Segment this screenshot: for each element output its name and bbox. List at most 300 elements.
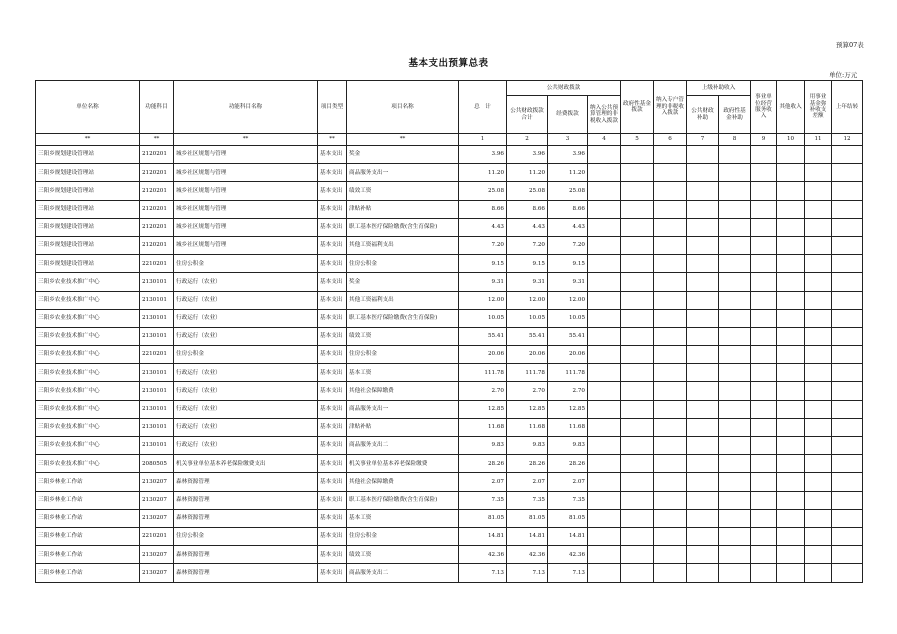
cell-total: 12.85 [459, 400, 507, 418]
cell-func-code: 2130207 [140, 564, 174, 582]
cell-unit-name: 三阳乡农业技术推广中心 [36, 437, 140, 455]
cell-func-code: 2210201 [140, 255, 174, 273]
cell-unit-name: 三阳乡农业技术推广中心 [36, 455, 140, 473]
cell-public-subtotal: 2.07 [507, 473, 548, 491]
index-cell: 7 [687, 134, 719, 146]
cell-empty [654, 418, 687, 436]
cell-func-name: 住房公积金 [174, 346, 318, 364]
cell-proj-type: 基本支出 [318, 273, 347, 291]
table-row [36, 418, 863, 436]
cell-empty [832, 546, 863, 564]
cell-unit-name: 三阳乡林业工作站 [36, 491, 140, 509]
cell-empty [751, 327, 777, 345]
cell-empty [751, 200, 777, 218]
cell-empty [687, 346, 719, 364]
table-row [36, 218, 863, 236]
cell-public-subtotal: 3.96 [507, 146, 548, 164]
table-row [36, 164, 863, 182]
header-special-account: 纳入专户管理的非税收入拨款 [654, 81, 687, 134]
cell-func-code: 2210201 [140, 527, 174, 545]
cell-empty [621, 418, 654, 436]
cell-empty [687, 182, 719, 200]
cell-func-name: 森林资源管理 [174, 509, 318, 527]
cell-empty [805, 200, 832, 218]
cell-total: 111.78 [459, 364, 507, 382]
cell-total: 11.68 [459, 418, 507, 436]
cell-func-name: 行政运行（农业） [174, 382, 318, 400]
cell-empty [832, 473, 863, 491]
cell-empty [832, 527, 863, 545]
cell-empty [621, 327, 654, 345]
cell-empty [719, 273, 751, 291]
cell-empty [621, 164, 654, 182]
cell-proj-name: 住房公积金 [347, 527, 459, 545]
cell-proj-type: 基本支出 [318, 491, 347, 509]
cell-empty [777, 382, 805, 400]
cell-proj-type: 基本支出 [318, 255, 347, 273]
cell-empty [588, 200, 621, 218]
cell-empty [621, 400, 654, 418]
cell-unit-name: 三阳乡林业工作站 [36, 546, 140, 564]
cell-empty [719, 236, 751, 254]
index-cell: ** [140, 134, 174, 146]
cell-proj-type: 基本支出 [318, 473, 347, 491]
header-other-income: 其他收入 [777, 81, 805, 134]
cell-empty [777, 273, 805, 291]
cell-empty [719, 437, 751, 455]
cell-unit-name: 三阳乡农业技术推广中心 [36, 309, 140, 327]
cell-empty [687, 437, 719, 455]
cell-public-subtotal: 42.36 [507, 546, 548, 564]
cell-empty [805, 327, 832, 345]
cell-empty [654, 182, 687, 200]
cell-unit-name: 三阳乡规划建设管理站 [36, 182, 140, 200]
header-carryover: 上年结转 [832, 81, 863, 134]
cell-public-subtotal: 9.31 [507, 273, 548, 291]
cell-func-code: 2210201 [140, 346, 174, 364]
cell-total: 81.05 [459, 509, 507, 527]
cell-proj-name: 住房公积金 [347, 346, 459, 364]
cell-empty [621, 364, 654, 382]
cell-empty [654, 255, 687, 273]
cell-empty [805, 473, 832, 491]
cell-public-subtotal: 9.83 [507, 437, 548, 455]
cell-empty [588, 546, 621, 564]
cell-empty [777, 255, 805, 273]
cell-empty [751, 182, 777, 200]
cell-empty [687, 146, 719, 164]
cell-unit-name: 三阳乡农业技术推广中心 [36, 400, 140, 418]
cell-empty [588, 527, 621, 545]
index-cell: 1 [459, 134, 507, 146]
cell-proj-type: 基本支出 [318, 455, 347, 473]
cell-unit-name: 三阳乡规划建设管理站 [36, 164, 140, 182]
cell-proj-name: 奖金 [347, 273, 459, 291]
cell-empty [687, 309, 719, 327]
cell-empty [777, 164, 805, 182]
cell-empty [751, 437, 777, 455]
cell-empty [621, 236, 654, 254]
cell-empty [654, 400, 687, 418]
cell-empty [777, 364, 805, 382]
cell-empty [805, 146, 832, 164]
cell-empty [832, 491, 863, 509]
cell-proj-name: 其他工资福利支出 [347, 236, 459, 254]
cell-empty [805, 382, 832, 400]
cell-empty [687, 418, 719, 436]
index-cell: 9 [751, 134, 777, 146]
cell-proj-type: 基本支出 [318, 327, 347, 345]
header-public-subtotal: 公共财政拨款合计 [507, 96, 548, 134]
cell-func-name: 住房公积金 [174, 255, 318, 273]
cell-func-code: 2120201 [140, 164, 174, 182]
cell-operating: 11.68 [548, 418, 588, 436]
cell-func-code: 2130101 [140, 327, 174, 345]
cell-func-name: 森林资源管理 [174, 491, 318, 509]
cell-empty [777, 200, 805, 218]
cell-empty [719, 509, 751, 527]
header-operating: 经费拨款 [548, 96, 588, 134]
table-row [36, 527, 863, 545]
cell-empty [621, 182, 654, 200]
cell-func-code: 2120201 [140, 200, 174, 218]
cell-empty [588, 182, 621, 200]
table-row [36, 182, 863, 200]
cell-empty [621, 346, 654, 364]
cell-empty [751, 291, 777, 309]
cell-proj-name: 商品服务支出二 [347, 564, 459, 582]
cell-unit-name: 三阳乡农业技术推广中心 [36, 327, 140, 345]
cell-empty [654, 236, 687, 254]
cell-empty [751, 418, 777, 436]
cell-empty [621, 437, 654, 455]
cell-empty [777, 400, 805, 418]
cell-empty [588, 437, 621, 455]
cell-empty [654, 164, 687, 182]
cell-public-subtotal: 10.05 [507, 309, 548, 327]
cell-empty [805, 509, 832, 527]
cell-empty [777, 418, 805, 436]
cell-empty [777, 346, 805, 364]
cell-operating: 14.81 [548, 527, 588, 545]
cell-total: 8.66 [459, 200, 507, 218]
cell-empty [588, 236, 621, 254]
cell-public-subtotal: 12.85 [507, 400, 548, 418]
cell-empty [805, 291, 832, 309]
cell-proj-type: 基本支出 [318, 400, 347, 418]
cell-empty [654, 382, 687, 400]
cell-empty [654, 509, 687, 527]
cell-empty [805, 164, 832, 182]
index-cell: ** [36, 134, 140, 146]
cell-empty [777, 218, 805, 236]
cell-empty [719, 164, 751, 182]
cell-proj-type: 基本支出 [318, 364, 347, 382]
table-row [36, 236, 863, 254]
cell-empty [687, 491, 719, 509]
cell-empty [687, 164, 719, 182]
table-row [36, 546, 863, 564]
cell-proj-type: 基本支出 [318, 200, 347, 218]
cell-empty [777, 309, 805, 327]
cell-empty [588, 164, 621, 182]
cell-func-code: 2130207 [140, 546, 174, 564]
cell-empty [654, 200, 687, 218]
cell-func-name: 行政运行（农业） [174, 418, 318, 436]
cell-empty [777, 473, 805, 491]
cell-empty [719, 255, 751, 273]
cell-proj-name: 绩效工资 [347, 327, 459, 345]
cell-empty [588, 364, 621, 382]
cell-empty [777, 146, 805, 164]
cell-proj-type: 基本支出 [318, 382, 347, 400]
cell-empty [832, 437, 863, 455]
cell-operating: 11.20 [548, 164, 588, 182]
cell-unit-name: 三阳乡林业工作站 [36, 473, 140, 491]
header-func-code: 功能科目 [140, 81, 174, 134]
cell-empty [687, 455, 719, 473]
cell-proj-name: 商品服务支出二 [347, 437, 459, 455]
cell-empty [751, 364, 777, 382]
cell-empty [654, 364, 687, 382]
cell-empty [588, 346, 621, 364]
cell-unit-name: 三阳乡农业技术推广中心 [36, 273, 140, 291]
cell-empty [654, 564, 687, 582]
cell-empty [687, 327, 719, 345]
cell-empty [777, 455, 805, 473]
cell-empty [751, 236, 777, 254]
cell-operating: 9.15 [548, 255, 588, 273]
cell-func-code: 2130101 [140, 437, 174, 455]
table-row [36, 364, 863, 382]
cell-empty [751, 218, 777, 236]
header-superior-gov-fund: 政府性基金补助 [719, 96, 751, 134]
cell-public-subtotal: 111.78 [507, 364, 548, 382]
cell-empty [777, 564, 805, 582]
cell-proj-type: 基本支出 [318, 346, 347, 364]
table-body [36, 146, 863, 583]
cell-func-code: 2130101 [140, 418, 174, 436]
cell-empty [751, 164, 777, 182]
cell-empty [805, 364, 832, 382]
cell-public-subtotal: 7.13 [507, 564, 548, 582]
cell-empty [719, 327, 751, 345]
cell-empty [654, 327, 687, 345]
cell-empty [588, 473, 621, 491]
cell-proj-name: 津贴补贴 [347, 200, 459, 218]
cell-empty [751, 346, 777, 364]
cell-empty [832, 346, 863, 364]
cell-operating: 3.96 [548, 146, 588, 164]
table-row [36, 255, 863, 273]
cell-public-subtotal: 11.68 [507, 418, 548, 436]
cell-public-subtotal: 8.66 [507, 200, 548, 218]
cell-total: 7.35 [459, 491, 507, 509]
index-cell: 5 [621, 134, 654, 146]
header-proj-type: 项目类型 [318, 81, 347, 134]
cell-empty [621, 309, 654, 327]
cell-func-code: 2130101 [140, 382, 174, 400]
cell-empty [751, 146, 777, 164]
cell-empty [777, 546, 805, 564]
cell-empty [719, 146, 751, 164]
cell-empty [805, 546, 832, 564]
cell-proj-type: 基本支出 [318, 218, 347, 236]
cell-empty [719, 364, 751, 382]
cell-func-code: 2130207 [140, 509, 174, 527]
cell-unit-name: 三阳乡规划建设管理站 [36, 146, 140, 164]
cell-empty [588, 418, 621, 436]
cell-operating: 12.85 [548, 400, 588, 418]
cell-empty [719, 200, 751, 218]
cell-public-subtotal: 25.08 [507, 182, 548, 200]
cell-empty [777, 527, 805, 545]
cell-proj-type: 基本支出 [318, 509, 347, 527]
cell-empty [621, 291, 654, 309]
cell-empty [751, 455, 777, 473]
cell-func-name: 行政运行（农业） [174, 364, 318, 382]
cell-operating: 7.20 [548, 236, 588, 254]
cell-empty [719, 309, 751, 327]
cell-unit-name: 三阳乡规划建设管理站 [36, 200, 140, 218]
cell-proj-name: 其他社会保障缴费 [347, 382, 459, 400]
cell-empty [719, 546, 751, 564]
cell-func-name: 森林资源管理 [174, 546, 318, 564]
cell-empty [805, 527, 832, 545]
cell-proj-name: 基本工资 [347, 509, 459, 527]
header-earmarked: 纳入公共预算管理的非税收入拨款 [588, 96, 621, 134]
cell-empty [832, 146, 863, 164]
cell-proj-name: 其他工资福利支出 [347, 291, 459, 309]
table-row [36, 309, 863, 327]
cell-proj-type: 基本支出 [318, 164, 347, 182]
cell-unit-name: 三阳乡规划建设管理站 [36, 218, 140, 236]
cell-empty [654, 473, 687, 491]
cell-func-name: 行政运行（农业） [174, 327, 318, 345]
cell-proj-type: 基本支出 [318, 291, 347, 309]
cell-total: 10.05 [459, 309, 507, 327]
cell-empty [621, 491, 654, 509]
cell-unit-name: 三阳乡林业工作站 [36, 564, 140, 582]
cell-empty [832, 364, 863, 382]
cell-empty [777, 291, 805, 309]
cell-empty [777, 491, 805, 509]
cell-unit-name: 三阳乡规划建设管理站 [36, 236, 140, 254]
cell-operating: 9.83 [548, 437, 588, 455]
table-row [36, 473, 863, 491]
cell-empty [621, 473, 654, 491]
cell-func-name: 城乡社区规划与管理 [174, 182, 318, 200]
cell-func-code: 2130101 [140, 400, 174, 418]
cell-proj-type: 基本支出 [318, 309, 347, 327]
header-superior-public: 公共财政补助 [687, 96, 719, 134]
cell-empty [654, 291, 687, 309]
cell-func-code: 2130207 [140, 491, 174, 509]
cell-total: 3.96 [459, 146, 507, 164]
cell-proj-type: 基本支出 [318, 418, 347, 436]
cell-empty [832, 564, 863, 582]
cell-empty [588, 146, 621, 164]
cell-empty [777, 236, 805, 254]
cell-proj-type: 基本支出 [318, 437, 347, 455]
cell-empty [687, 200, 719, 218]
cell-func-code: 2130101 [140, 273, 174, 291]
header-func-name: 功能科目名称 [174, 81, 318, 134]
cell-func-name: 森林资源管理 [174, 473, 318, 491]
cell-public-subtotal: 20.06 [507, 346, 548, 364]
cell-empty [621, 455, 654, 473]
table-row [36, 273, 863, 291]
cell-empty [805, 418, 832, 436]
cell-empty [719, 400, 751, 418]
cell-empty [832, 200, 863, 218]
cell-empty [751, 546, 777, 564]
cell-empty [751, 491, 777, 509]
cell-empty [719, 382, 751, 400]
cell-total: 2.07 [459, 473, 507, 491]
cell-empty [654, 146, 687, 164]
index-cell: ** [318, 134, 347, 146]
cell-empty [621, 382, 654, 400]
cell-proj-name: 津贴补贴 [347, 418, 459, 436]
cell-func-name: 城乡社区规划与管理 [174, 200, 318, 218]
cell-unit-name: 三阳乡农业技术推广中心 [36, 291, 140, 309]
cell-empty [805, 491, 832, 509]
cell-empty [719, 491, 751, 509]
cell-unit-name: 三阳乡规划建设管理站 [36, 255, 140, 273]
table-row [36, 400, 863, 418]
cell-public-subtotal: 12.00 [507, 291, 548, 309]
cell-proj-type: 基本支出 [318, 146, 347, 164]
index-cell: ** [174, 134, 318, 146]
cell-proj-name: 住房公积金 [347, 255, 459, 273]
cell-empty [654, 527, 687, 545]
header-proj-name: 项目名称 [347, 81, 459, 134]
cell-empty [805, 273, 832, 291]
table-row [36, 327, 863, 345]
cell-total: 28.26 [459, 455, 507, 473]
cell-proj-name: 绩效工资 [347, 182, 459, 200]
cell-operating: 2.07 [548, 473, 588, 491]
cell-empty [832, 291, 863, 309]
cell-unit-name: 三阳乡农业技术推广中心 [36, 418, 140, 436]
cell-empty [621, 273, 654, 291]
cell-empty [654, 491, 687, 509]
table-row [36, 382, 863, 400]
cell-empty [687, 564, 719, 582]
cell-public-subtotal: 55.41 [507, 327, 548, 345]
cell-empty [719, 291, 751, 309]
cell-empty [777, 182, 805, 200]
cell-empty [751, 509, 777, 527]
cell-empty [751, 309, 777, 327]
cell-empty [687, 527, 719, 545]
cell-proj-type: 基本支出 [318, 182, 347, 200]
cell-proj-name: 奖金 [347, 146, 459, 164]
cell-empty [621, 200, 654, 218]
cell-operating: 55.41 [548, 327, 588, 345]
cell-empty [805, 255, 832, 273]
cell-empty [588, 291, 621, 309]
cell-total: 12.00 [459, 291, 507, 309]
cell-empty [832, 218, 863, 236]
table-row [36, 200, 863, 218]
cell-empty [751, 273, 777, 291]
cell-operating: 7.13 [548, 564, 588, 582]
cell-empty [805, 236, 832, 254]
cell-empty [687, 473, 719, 491]
cell-func-name: 住房公积金 [174, 527, 318, 545]
